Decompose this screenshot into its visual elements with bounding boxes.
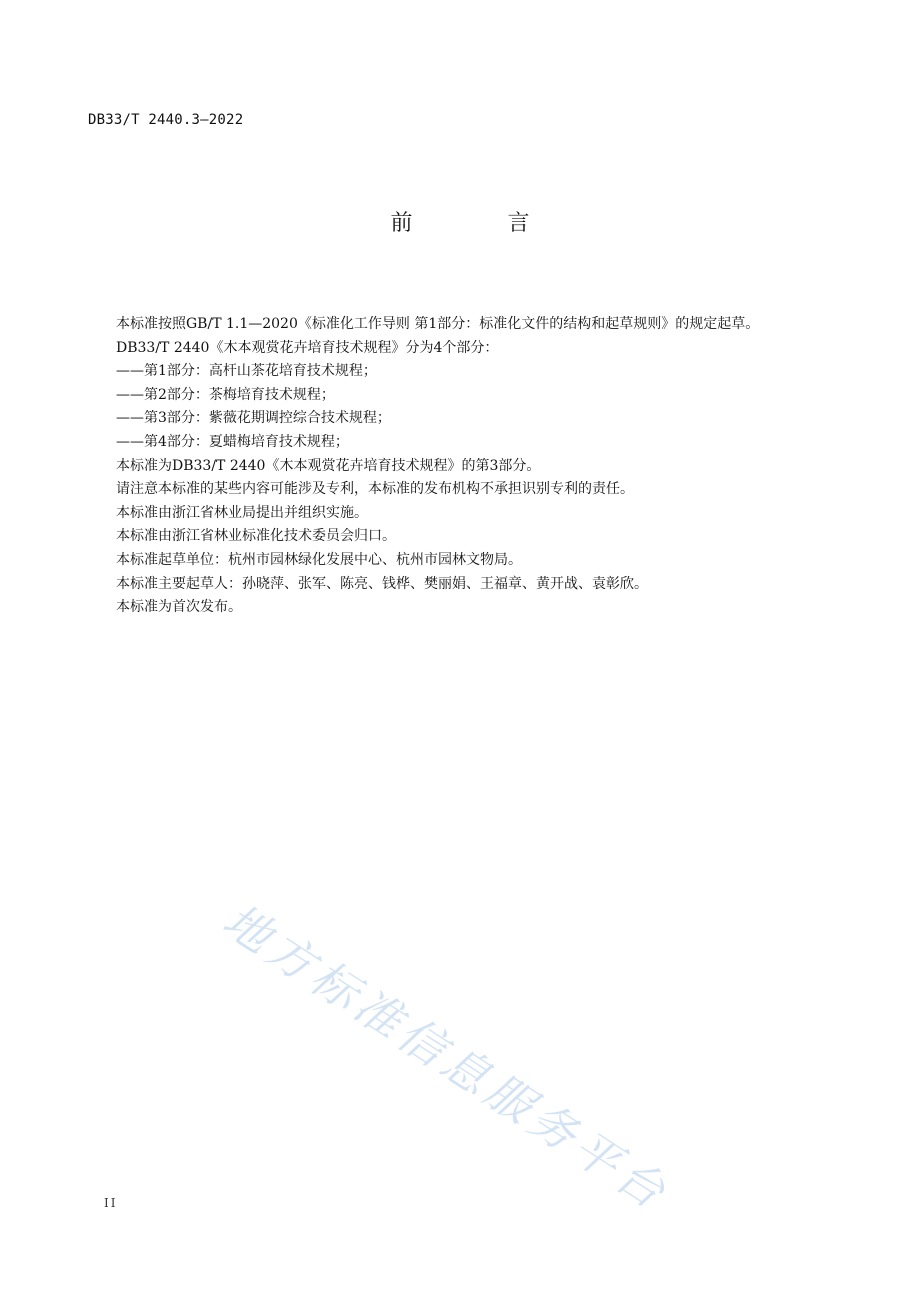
- page-title: 前 言: [390, 211, 574, 236]
- paragraph: ——第3部分：紫薇花期调控综合技术规程；: [116, 410, 391, 427]
- paragraph: 本标准主要起草人：孙晓萍、张军、陈亮、钱桦、樊丽娟、王福章、黄开战、袁彰欣。: [116, 575, 648, 592]
- paragraph: ——第1部分：高杆山茶花培育技术规程；: [116, 363, 377, 380]
- paragraph: 本标准为首次发布。: [116, 599, 242, 616]
- paragraph: 请注意本标准的某些内容可能涉及专利，本标准的发布机构不承担识别专利的责任。: [116, 481, 634, 498]
- paragraph: 本标准由浙江省林业局提出并组织实施。: [116, 504, 368, 521]
- paragraph: DB33/T 2440《木本观赏花卉培育技术规程》分为4个部分：: [116, 339, 499, 356]
- paragraph: 本标准由浙江省林业标准化技术委员会归口。: [116, 528, 396, 545]
- body-text: [88, 313, 812, 620]
- header-code: DB33/T 2440.3—2022: [88, 112, 244, 128]
- paragraph: 本标准为DB33/T 2440《木本观赏花卉培育技术规程》的第3部分。: [116, 457, 541, 474]
- paragraph: ——第2部分：茶梅培育技术规程；: [116, 386, 335, 403]
- paragraph: 本标准起草单位：杭州市园林绿化发展中心、杭州市园林文物局。: [116, 551, 522, 568]
- paragraph: ——第4部分：夏蜡梅培育技术规程；: [116, 433, 349, 450]
- watermark: 地方标准信息服务平台: [213, 892, 680, 1222]
- paragraph: 本标准按照GB/T 1.1—2020《标准化工作导则 第1部分：标准化文件的结构和起草规则》的规定起草。: [116, 316, 760, 332]
- page-number: II: [104, 1196, 118, 1210]
